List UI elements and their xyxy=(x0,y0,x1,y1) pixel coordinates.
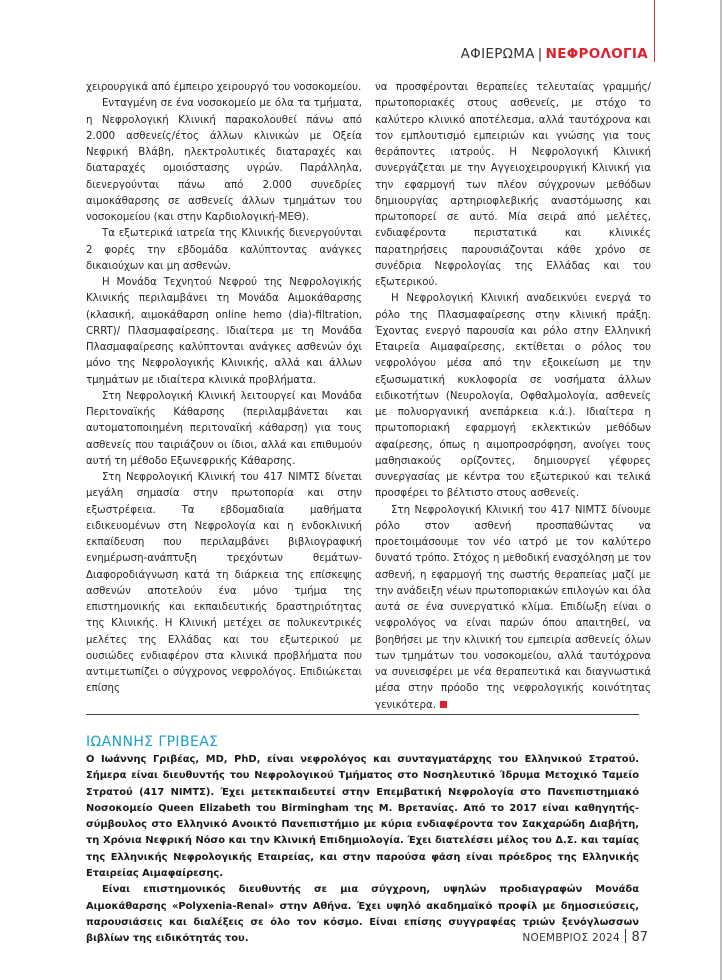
header-section: ΝΕΦΡΟΛΟΓΙΑ xyxy=(545,46,648,62)
page-number: 87 xyxy=(631,930,648,945)
paragraph-final xyxy=(375,503,651,714)
header-accent-rule xyxy=(654,0,655,62)
footer-separator xyxy=(625,929,627,943)
bio-divider xyxy=(86,714,639,715)
running-header xyxy=(461,46,648,62)
article-column-left xyxy=(86,80,362,698)
paragraph: χειρουργικά από έμπειρο χειρουργό του νοσοκομείου. xyxy=(86,82,362,93)
paragraph-text: Στη Νεφρολογική Κλινική του 417 ΝΙΜΤΣ δίνουμε ρόλο στον ασθενή προσπαθώντας να προετοιμάσουμε τον νέο ιατρό με τον καλύτερο δυνατό τρόπο. Στόχος η μεθοδική ενασχόληση με τον ασθενή, η εφαρμογή της σωστής θεραπείας μαζί με την ανάδειξη νέων πρωτοποριακών επιλογών και όλα αυτά σε ένα συνεργατικό κλίμα. Επιδίωξη είναι ο νεφρολόγος να είναι παρών όπου απαιτηθεί, να βοηθήσει με την κλινική του εμπειρία ασθενείς όλων των τμημάτων του νοσοκομείου, αλλά ταυτόχρονα να συνεισφέρει με νέα θεραπευτικά και διαγνωστικά μέσα στην πρόοδο της νεφρολογικής κοινότητας γενικότερα. xyxy=(375,504,651,711)
paragraph: Η Μονάδα Τεχνητού Νεφρού της Νεφρολογικής Κλινικής περιλαμβάνει τη Μονάδα Αιμοκάθαρσης (κλασική, αιμοκάθαρση online hemo (dia)-filtration, CRRT)/ Πλασμαφαίρεσης. Ιδιαίτερα με τη Μονάδα Πλασμαφαίρεσης καλύπτονται ανάγκες ασθενών όχι μόνο της Νεφρολογικής Κλινικής, αλλά και άλλων τμημάτων με ιδιαίτερα κλινικά προβλήματα. xyxy=(86,277,362,386)
author-name: ΙΩΑΝΝΗΣ ΓΡΙΒΕΑΣ xyxy=(86,734,219,750)
paragraph: Στη Νεφρολογική Κλινική του 417 ΝΙΜΤΣ δίνεται μεγάλη σημασία στην πρωτοπορία και στην εξωστρέφεια. Τα εβδομαδιαία μαθήματα ειδικευομένων στη Νεφρολογία και η ενδοκλινική εκπαίδευση που περιλαμβάνει βιβλιογραφική ενημέρωση-ανάπτυξη τρεχόντων θεμάτων-Διαφοροδιάγνωση κατά τη διάρκεια της επίσκεψης ασθενών αποτελούν ένα μόνο τμήμα της επιστημονικής και εκπαιδευτικής δραστηριότητας της Κλινικής. Η Κλινική μετέχει σε πολυκεντρικές μελέτες της Ελλάδας και του εξωτερικού με ουσιώδες ενδιαφέρον στα κλινικά προβλήματα που αντιμετωπίζει ο σύγχρονος νεφρολόγος. Επιδιώκεται επίσης xyxy=(86,472,362,695)
paragraph: Ενταγμένη σε ένα νοσοκομείο με όλα τα τμήματα, η Νεφρολογική Κλινική παρακολουθεί πάνω από 2.000 ασθενείς/έτος άλλων κλινικών με Οξεία Νεφρική Βλάβη, ηλεκτρολυτικές διαταραχές και διαταραχές ομοιόστασης υγρών. Παράλληλα, διενεργούνται πάνω από 2.000 συνεδρίες αιμοκάθαρσης σε ασθενείς άλλων τμημάτων του νοσοκομείου (και στην Καρδιολογική-ΜΕΘ). xyxy=(86,98,362,223)
issue-date: ΝΟΕΜΒΡΙΟΣ 2024 xyxy=(522,932,620,944)
author-bio xyxy=(86,752,639,948)
bio-paragraph: Είναι επιστημονικός διευθυντής σε μια σύγχρονη, υψηλών προδιαγραφών Μονάδα Αιμοκάθαρσης «Polyxenia-Renal» στην Αθήνα. Έχει υψηλό ακαδημαϊκό προφίλ με δημοσιεύσεις, παρουσιάσεις και διαλέξεις σε όλο τον κόσμο. Είναι επίσης συγγραφέας τριών ξενόγλωσσων βιβλίων της ειδικότητάς του. xyxy=(86,884,639,945)
paragraph: Η Νεφρολογική Κλινική αναδεικνύει ενεργά το ρόλο της Πλασμαφαίρεσης στην κλινική πράξη. Έχοντας ενεργό παρουσία και ρόλο στην Ελληνική Εταιρεία Αιμαφαίρεσης, εκτίθεται ο ρόλος του νεφρολόγου μέσα από την εξοικείωση με την εξωσωματική κυκλοφορία σε νοσήματα άλλων ειδικοτήτων (Νευρολογία, Οφθαλμολογία, ασθενείς με πολυοργανική ανεπάρκεια κ.ά.). Ιδιαίτερα η πρωτοποριακή εφαρμογή εκλεκτικών μεθόδων αφαίρεσης, όπως η αιμοπροσρόφηση, ανοίγει τους μαθησιακούς ορίζοντες, δημιουργεί γέφυρες συνεργασίας με κέντρα του εξωτερικού και τελικά προσφέρει το βέλτιστο στους ασθενείς. xyxy=(375,293,651,500)
paragraph: να προσφέρονται θεραπείες τελευταίας γραμμής/ πρωτοποριακές στους ασθενείς, με στόχο το καλύτερο κλινικό αποτέλεσμα, αλλά ταυτόχρονα και τον εμπλουτισμό εμπειριών και γνώσης για τους θεράποντες ιατρούς. Η Νεφρολογική Κλινική συνεργάζεται με την Αγγειοχειρουργική Κλινική για την εφαρμογή των πλέον σύγχρονων μεθόδων δημιουργίας αρτηριοφλεβικής αναστόμωσης και πρωτοπορεί σε αυτό. Μία σειρά από μελέτες, ενδιαφέροντα περιστατικά και κλινικές παρατηρήσεις παρουσιάζονται κάθε χρόνο σε συνέδρια Νεφρολογίας της Ελλάδας και του εξωτερικού. xyxy=(375,82,651,288)
paragraph: Στη Νεφρολογική Κλινική λειτουργεί και Μονάδα Περιτοναϊκής Κάθαρσης (περιλαμβάνεται και αυτοματοποιημένη περιτοναϊκή κάθαρση) για τους ασθενείς που ταιριάζουν οι ίδιοι, αλλά και επιθυμούν αυτή τη μέθοδο Εξωνεφρικής Κάθαρσης. xyxy=(86,390,362,467)
paragraph: Τα εξωτερικά ιατρεία της Κλινικής διενεργούνται 2 φορές την εβδομάδα καλύπτοντας ανάγκες δικαιούχων και μη ασθενών. xyxy=(86,228,362,272)
header-separator: | xyxy=(537,46,543,62)
page-footer xyxy=(522,929,648,945)
header-category: ΑΦΙΕΡΩΜΑ xyxy=(460,46,535,62)
end-of-article-mark-icon xyxy=(440,701,447,708)
article-column-right xyxy=(375,80,651,714)
bio-paragraph: Ο Ιωάννης Γριβέας, MD, PhD, είναι νεφρολόγος και συνταγματάρχης του Ελληνικού Στρατού. Σήμερα είναι διευθυντής του Νεφρολογικού Τμήματος στο Νοσηλευτικό Ίδρυμα Μετοχικό Ταμείο Στρατού (417 ΝΙΜΤΣ). Έχει μετεκπαιδευτεί στην Επεμβατική Νεφρολογία στο Πανεπιστημιακό Νοσοκομείο Queen Elizabeth του Birmingham της Μ. Βρετανίας. Από το 2017 είναι καθηγητής-σύμβουλος στο Ελληνικό Ανοικτό Πανεπιστήμιο με κύρια ενδιαφέροντα τον Σακχαρώδη Διαβήτη, τη Χρόνια Νεφρική Νόσο και την Κλινική Επιδημιολογία. Έχει διατελέσει μέλος του Δ.Σ. και ταμίας της Ελληνικής Νεφρολογικής Εταιρείας, και στην παρούσα φάση είναι πρόεδρος της Ελληνικής Εταιρείας Αιμαφαίρεσης. xyxy=(86,754,639,880)
